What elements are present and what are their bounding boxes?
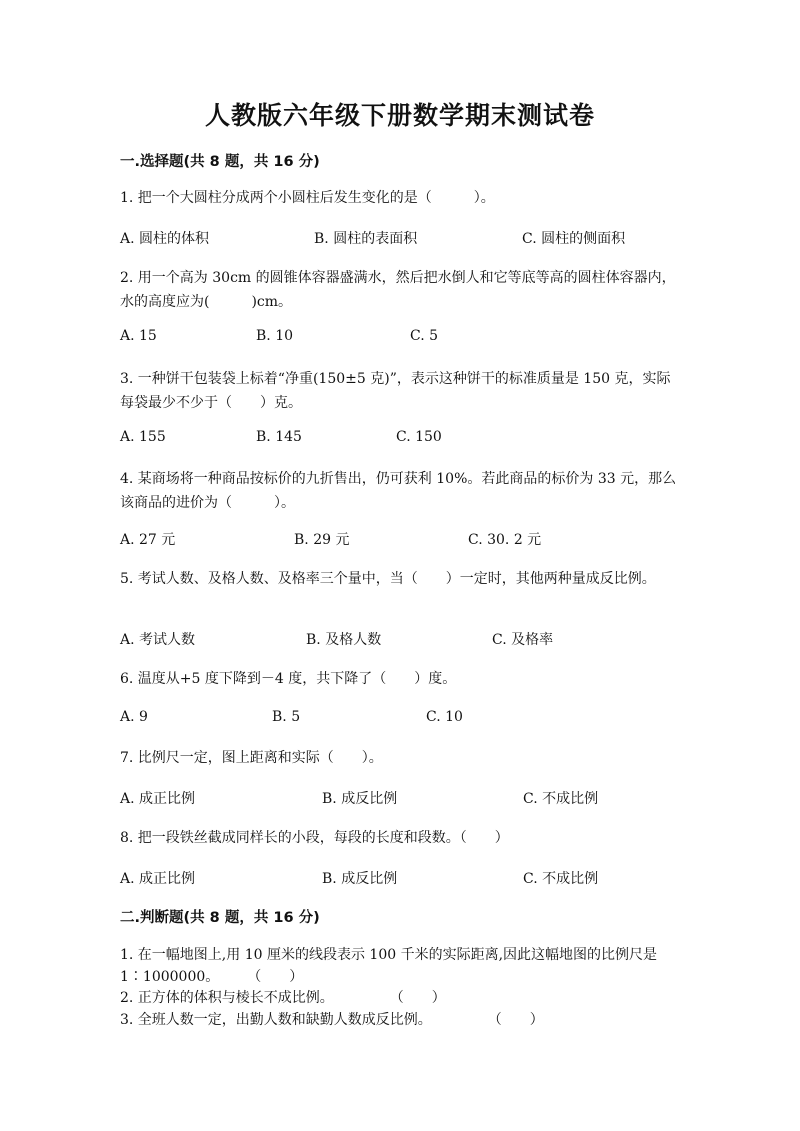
option-a[interactable]: A. 成正比例	[120, 791, 196, 807]
option-a[interactable]: A. 圆柱的体积	[120, 231, 210, 247]
option-c[interactable]: C. 30. 2 元	[468, 532, 542, 548]
question-8: 8. 把一段铁丝截成同样长的小段，每段的长度和段数。（ ）	[120, 830, 509, 846]
page-title: 人教版六年级下册数学期末测试卷	[204, 101, 595, 130]
option-b[interactable]: B. 145	[256, 429, 302, 445]
question-4: 4. 某商场将一种商品按标价的九折售出，仍可获利 10%。若此商品的标价为 33 元，那么该商品的进价为（ ）。	[120, 471, 677, 511]
question-5-options	[120, 629, 680, 649]
question-7: 7. 比例尺一定，图上距离和实际（ ）。	[120, 750, 383, 766]
question-8-options	[120, 868, 680, 888]
option-c[interactable]: C. 不成比例	[523, 791, 599, 807]
option-c[interactable]: C. 圆柱的侧面积	[522, 231, 626, 247]
option-b[interactable]: B. 及格人数	[306, 632, 382, 648]
judgment-2: 2. 正方体的体积与棱长不成比例。 （ ）	[120, 990, 446, 1006]
question-1: 1. 把一个大圆柱分成两个小圆柱后发生变化的是（ ）。	[120, 190, 495, 206]
option-c[interactable]: C. 150	[396, 429, 442, 445]
option-c[interactable]: C. 10	[426, 709, 463, 725]
option-b[interactable]: B. 圆柱的表面积	[314, 231, 418, 247]
question-6: 6. 温度从+5 度下降到－4 度，共下降了（ ）度。	[120, 671, 457, 687]
option-b[interactable]: B. 10	[256, 328, 294, 344]
option-b[interactable]: B. 成反比例	[322, 871, 398, 887]
option-a[interactable]: A. 考试人数	[120, 632, 196, 648]
question-3-options	[120, 429, 680, 449]
option-a[interactable]: A. 27 元	[120, 532, 176, 548]
question-6-options	[120, 709, 680, 729]
option-a[interactable]: A. 15	[120, 328, 157, 344]
question-1-options	[120, 228, 680, 248]
question-5: 5. 考试人数、及格人数、及格率三个量中，当（ ）一定时，其他两种量成反比例。	[120, 571, 656, 587]
option-c[interactable]: C. 5	[410, 328, 439, 344]
option-b[interactable]: B. 成反比例	[322, 791, 398, 807]
option-c[interactable]: C. 不成比例	[523, 871, 599, 887]
question-7-options	[120, 788, 680, 808]
section-choice-heading: 一.选择题(共 8 题，共 16 分)	[120, 154, 320, 170]
option-a[interactable]: A. 成正比例	[120, 871, 196, 887]
question-2: 2. 用一个高为 30cm 的圆锥体容器盛满水，然后把水倒人和它等底等高的圆柱体容器内，水的高度应为( )cm。	[120, 270, 676, 310]
judgment-1: 1. 在一幅地图上,用 10 厘米的线段表示 100 千米的实际距离,因此这幅地图的比例尺是 1∶1000000。 （ ）	[120, 947, 658, 985]
judgment-3: 3. 全班人数一定，出勤人数和缺勤人数成反比例。 （ ）	[120, 1012, 544, 1028]
question-2-options	[120, 328, 680, 348]
section-judgment-heading: 二.判断题(共 8 题，共 16 分)	[120, 910, 320, 926]
option-a[interactable]: A. 155	[120, 429, 166, 445]
question-3: 3. 一种饼干包装袋上标着“净重(150±5 克)”，表示这种饼干的标准质量是 150 克，实际每袋最少不少于（ ）克。	[120, 371, 671, 411]
option-b[interactable]: B. 29 元	[294, 532, 350, 548]
option-c[interactable]: C. 及格率	[492, 632, 554, 648]
option-a[interactable]: A. 9	[120, 709, 148, 725]
option-b[interactable]: B. 5	[272, 709, 301, 725]
question-4-options	[120, 529, 680, 549]
